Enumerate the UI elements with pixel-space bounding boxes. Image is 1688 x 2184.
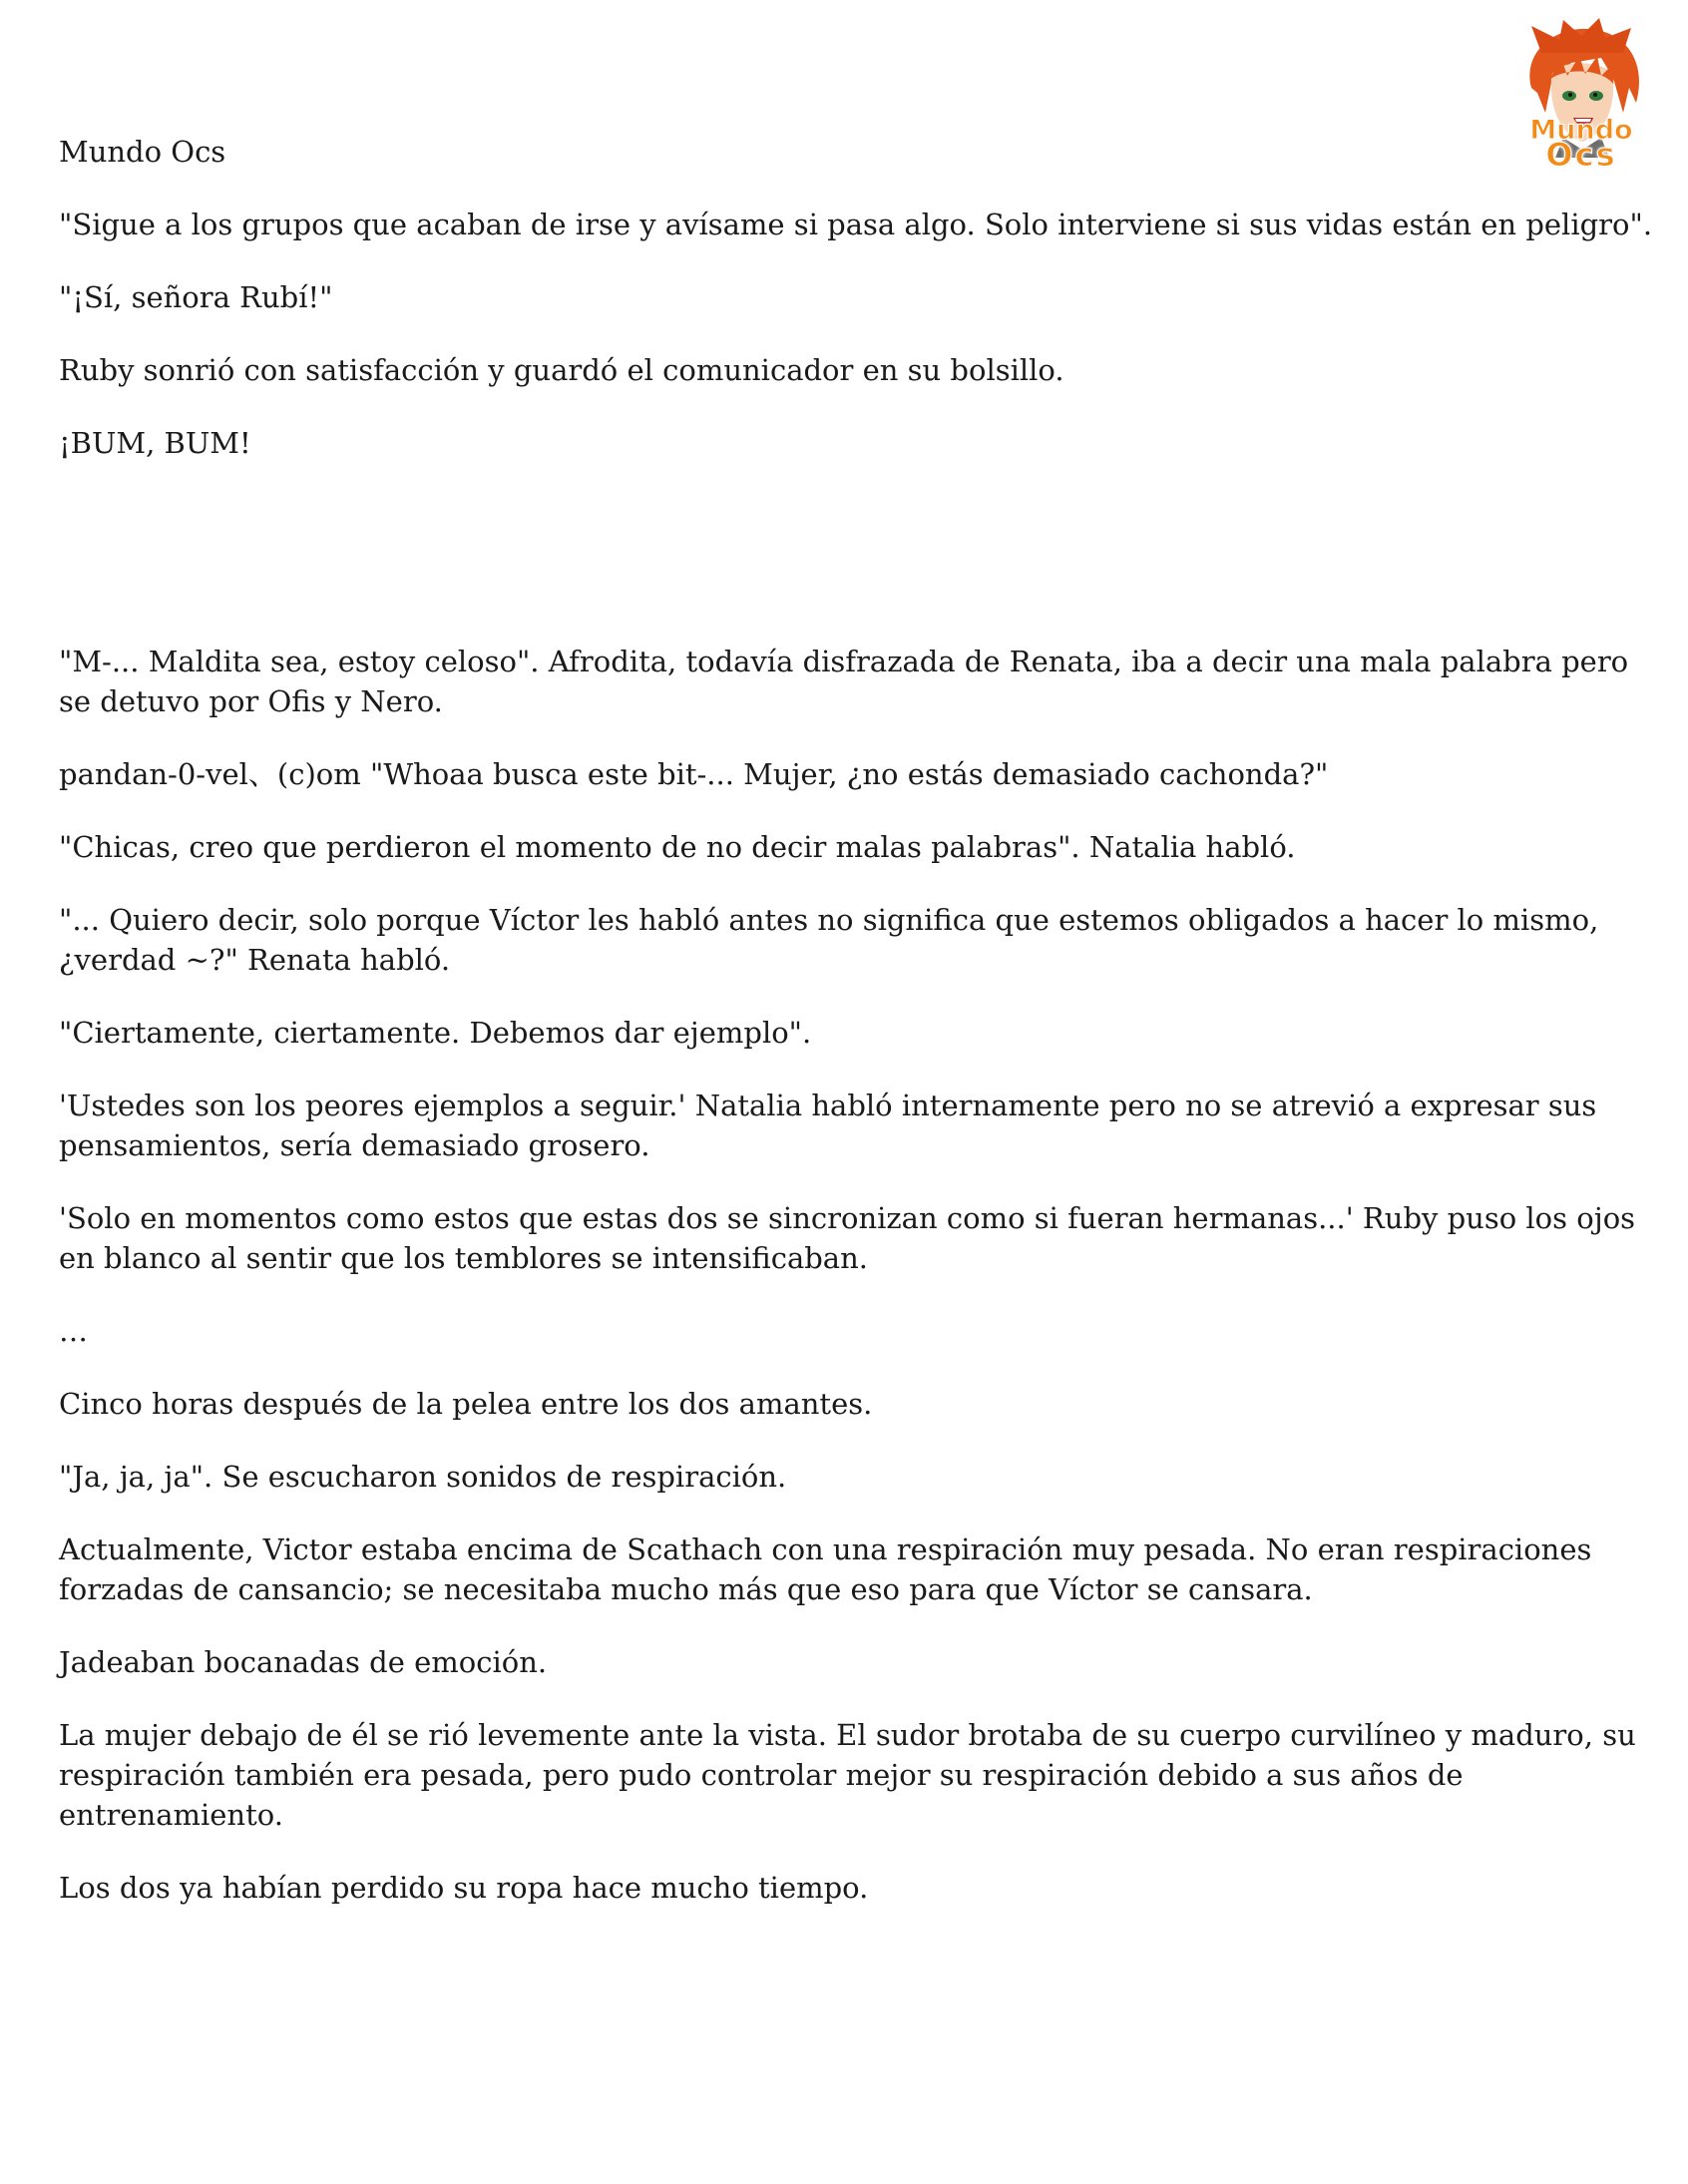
scene-break: …: [59, 1314, 88, 1348]
paragraph: Jadeaban bocanadas de emoción.: [59, 1645, 548, 1679]
paragraph: La mujer debajo de él se rió levemente ante la vista. El sudor brotaba de su cuerpo curvilíneo y maduro, su respiración también era pesada, pero pudo controlar mejor su respiración debido a sus años de entrenamiento.: [59, 1718, 1636, 1832]
paragraph: "Ciertamente, ciertamente. Debemos dar ejemplo".: [59, 1016, 812, 1050]
document-title: Mundo Ocs: [59, 135, 226, 169]
paragraph: pandan-0-vel、(c)om "Whoaa busca este bit-... Mujer, ¿no estás demasiado cachonda?": [59, 757, 1329, 791]
logo-line-2: Ocs: [1545, 136, 1617, 174]
paragraph: Los dos ya habían perdido su ropa hace mucho tiempo.: [59, 1871, 869, 1905]
paragraph: "Chicas, creo que perdieron el momento de no decir malas palabras". Natalia habló.: [59, 830, 1296, 864]
paragraph: 'Solo en momentos como estos que estas dos se sincronizan como si fueran hermanas...' Ruby puso los ojos en blanco al sentir que los temblores se intensificaban.: [59, 1201, 1636, 1275]
paragraph: Ruby sonrió con satisfacción y guardó el comunicador en su bolsillo.: [59, 353, 1064, 387]
paragraph: "Ja, ja, ja". Se escucharon sonidos de respiración.: [59, 1460, 787, 1494]
section-gap: [59, 496, 1655, 642]
paragraph: 'Ustedes son los peores ejemplos a seguir.' Natalia habló internamente pero no se atrevió a expresar sus pensamientos, sería demasiado grosero.: [59, 1089, 1597, 1162]
paragraph: "¡Sí, señora Rubí!": [59, 280, 333, 314]
paragraph: "... Quiero decir, solo porque Víctor les habló antes no significa que estemos obligados a hacer lo mismo, ¿verdad ~?" Renata habló.: [59, 903, 1599, 977]
paragraph: "Sigue a los grupos que acaban de irse y avísame si pasa algo. Solo interviene si sus vidas están en peligro".: [59, 208, 1653, 241]
paragraph: ¡BUM, BUM!: [59, 426, 251, 460]
paragraph: "M-... Maldita sea, estoy celoso". Afrodita, todavía disfrazada de Renata, iba a decir una mala palabra pero se detuvo por Ofis y Nero.: [59, 645, 1629, 718]
document-body: [59, 132, 1655, 1941]
paragraph: Cinco horas después de la pelea entre los dos amantes.: [59, 1387, 873, 1421]
paragraph: Actualmente, Victor estaba encima de Scathach con una respiración muy pesada. No eran respiraciones forzadas de cansancio; se necesitaba mucho más que eso para que Víctor se cansara.: [59, 1532, 1592, 1606]
logo-line-1: Mundo: [1529, 115, 1633, 146]
